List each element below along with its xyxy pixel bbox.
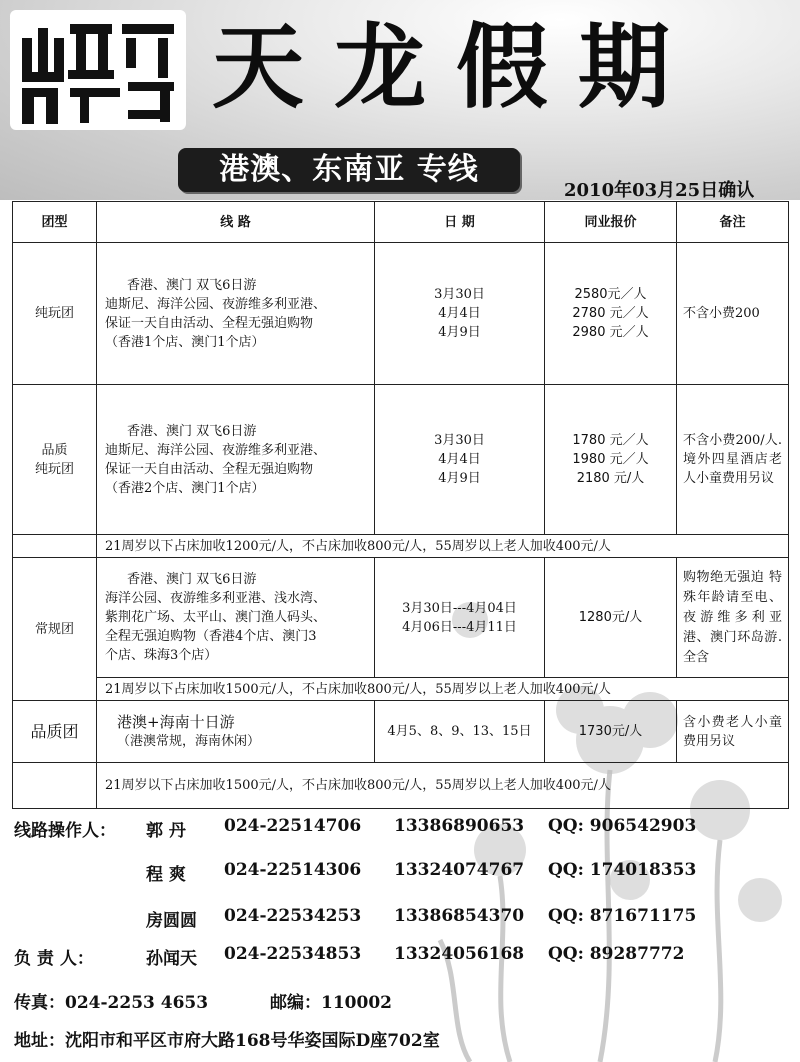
group-type: 品质团 (13, 701, 97, 763)
surcharge-row (13, 535, 789, 558)
table-row (13, 701, 789, 763)
price-table (12, 201, 789, 809)
prices-cell: 1780 元／人 1980 元／人 2180 元/人 (545, 385, 677, 535)
table-row (13, 385, 789, 535)
table-row (13, 558, 789, 678)
dates-cell: 3月30日---4月04日 4月06日---4月11日 (375, 558, 545, 678)
note-cell: 不含小费200 (677, 243, 789, 385)
confirm-date: 2010年03月25日确认 (564, 180, 755, 201)
col-header: 团型 (13, 202, 97, 243)
group-type: 纯玩团 (13, 243, 97, 385)
seal-logo (10, 10, 186, 130)
dates-cell: 3月30日 4月4日 4月9日 (375, 385, 545, 535)
col-header: 线 路 (97, 202, 375, 243)
note-cell: 含小费老人小童费用另议 (677, 701, 789, 763)
col-header: 同业报价 (545, 202, 677, 243)
price-cell: 1730元/人 (545, 701, 677, 763)
prices-cell: 2580元／人 2780 元／人 2980 元／人 (545, 243, 677, 385)
route-cell: 香港、澳门 双飞6日游 迪斯尼、海洋公园、夜游维多利亚港、 保证一天自由活动、全程无强迫购物 （香港1个店、澳门1个店） (97, 243, 375, 385)
route-cell: 香港、澳门 双飞6日游 海洋公园、夜游维多利亚港、浅水湾、 紫荆花广场、太平山、澳门渔人码头、 全程无强迫购物（香港4个店、澳门3 个店、珠海3个店） (97, 558, 375, 678)
col-header: 备注 (677, 202, 789, 243)
surcharge-row (13, 763, 789, 809)
dates-cell: 4月5、8、9、13、15日 (375, 701, 545, 763)
header (0, 0, 800, 200)
dates-cell: 3月30日 4月4日 4月9日 (375, 243, 545, 385)
table-header-row (13, 202, 789, 243)
surcharge-text: 21周岁以下占床加收1500元/人，不占床加收800元/人，55周岁以上老人加收400元/人 (97, 678, 789, 701)
surcharge-text: 21周岁以下占床加收1500元/人，不占床加收800元/人，55周岁以上老人加收400元/人 (97, 763, 789, 809)
note-cell: 购物绝无强迫 特殊年龄请至电、夜游维多利亚港、澳门环岛游. 全含 (677, 558, 789, 678)
note-cell: 不含小费200/人.境外四星酒店老人小童费用另议 (677, 385, 789, 535)
brand-title: 天龙假期 (212, 13, 701, 121)
group-type: 常规团 (13, 558, 97, 701)
route-cell: 香港、澳门 双飞6日游 迪斯尼、海洋公园、夜游维多利亚港、 保证一天自由活动、全程无强迫购物 （香港2个店、澳门1个店） (97, 385, 375, 535)
group-type: 品质 纯玩团 (13, 385, 97, 535)
surcharge-row (13, 678, 789, 701)
col-header: 日 期 (375, 202, 545, 243)
price-cell: 1280元/人 (545, 558, 677, 678)
table-row (13, 243, 789, 385)
surcharge-text: 21周岁以下占床加收1200元/人，不占床加收800元/人，55周岁以上老人加收400元/人 (97, 535, 789, 558)
route-cell: 港澳+海南十日游 （港澳常规，海南休闲） (97, 701, 375, 763)
route-banner: 港澳、东南亚 专线 (178, 148, 520, 192)
